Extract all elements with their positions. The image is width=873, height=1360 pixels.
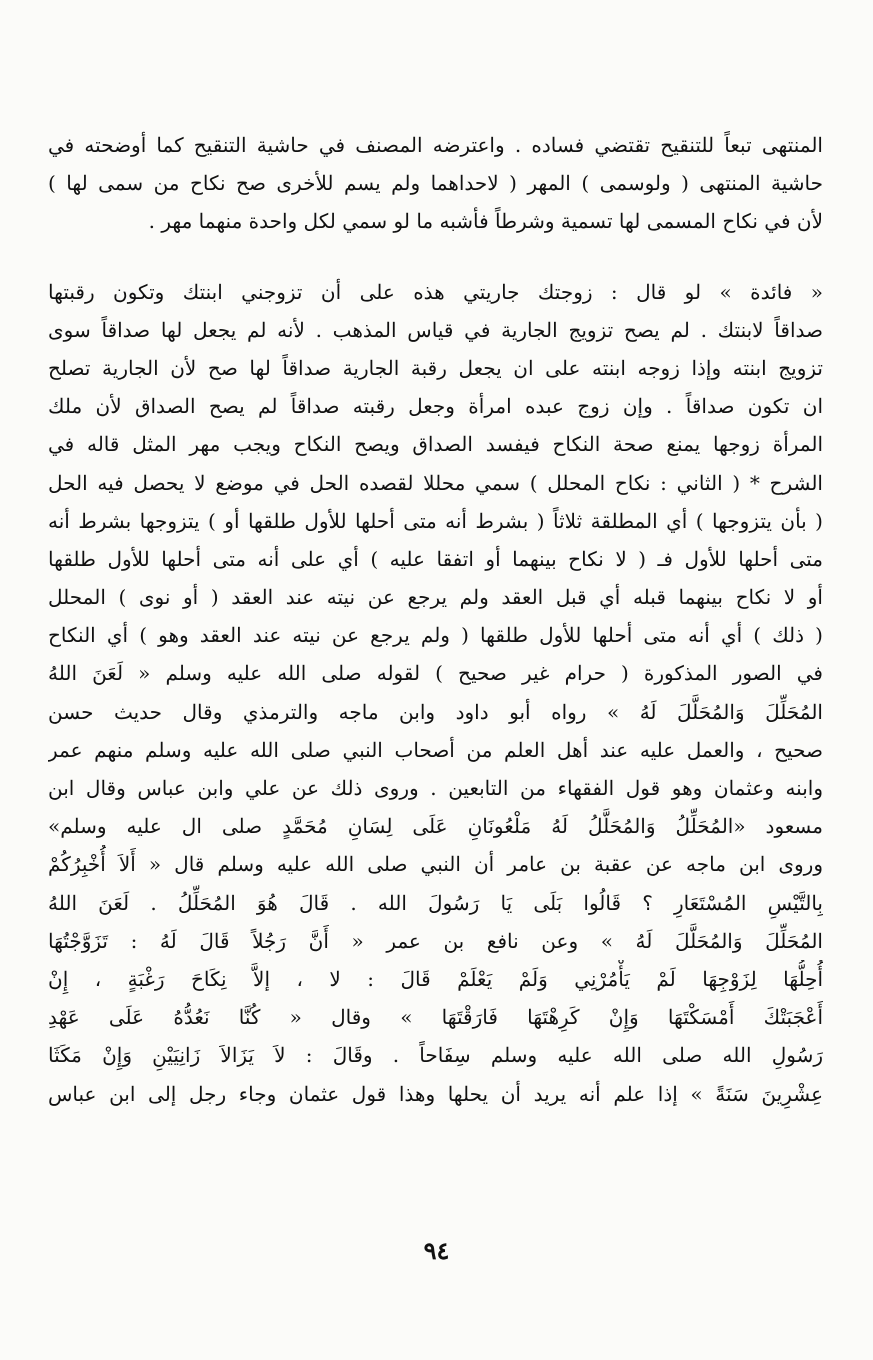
text-line: رَسُولِ الله صلى الله عليه وسلم سِفَاحاً . وقَالَ : لاَ يَزَالاَ زَانِيَيْنِ وَإِنْ مَكَثَا <box>48 1043 823 1068</box>
text-line: أَعْجَبَتْكَ أَمْسَكْتَهَا وَإِنْ كَرِهْتَهَا فَارَقْتَهَا » وقال « كُنَّا نَعُدُّهُ عَلَى عَهْدِ <box>48 1005 823 1030</box>
text-line: تزويج ابنته وإذا زوجه ابنته على ان يجعل رقبة الجارية صداقاً لها صح لأن الجارية تصلح <box>48 355 823 380</box>
paragraph <box>48 273 823 1113</box>
text-line: أُحِلُّهَا لِزَوْجِهَا لَمْ يَأْمُرْنِي وَلَمْ يَعْلَمْ قَالَ : لا ، إلاَّ نِكَاحَ رَغْبَةٍ ، إِنْ <box>48 966 823 991</box>
text-line: حاشية المنتهى ( ولوسمى ) المهر ( لاحداهما ولم يسم للأخرى صح نكاح من سمى لها ) <box>48 171 823 196</box>
text-line: وروى ابن ماجه عن عقبة بن عامر أن النبي صلى الله عليه وسلم قال « أَلاَ أُخْبِرُكُمْ <box>48 852 823 877</box>
text-line: ( ذلك ) أي أنه متى أحلها للأول طلقها ( ولم يرجع عن نيته عند العقد وهو ) أي النكاح <box>48 623 823 648</box>
text-line: المُحَلِّلَ وَالمُحَلَّلَ لَهُ » رواه أبو داود وابن ماجه والترمذي وقال حديث حسن <box>48 699 823 724</box>
text-line: المرأة زوجها يمنع صحة النكاح فيفسد الصداق ويصح النكاح ويجب مهر المثل قاله في <box>48 432 823 457</box>
page-number: ٩٤ <box>423 1236 450 1265</box>
text-line: ( بأن يتزوجها ) أي المطلقة ثلاثاً ( بشرط أنه متى أحلها للأول طلقها أو ) يتزوجها بشرط أنه <box>48 508 823 533</box>
text-line: صحيح ، والعمل عليه عند أهل العلم من أصحاب النبي صلى الله عليه وسلم منهم عمر <box>48 737 823 762</box>
text-line: وابنه وعثمان وهو قول الفقهاء من التابعين . وروى ذلك عن علي وابن عباس وقال ابن <box>48 776 823 800</box>
text-line: بِالتَّيْسِ المُسْتَعَارِ ؟ قَالُوا بَلَى يَا رَسُولَ الله . قَالَ هُوَ المُحَلِّلُ . لَعَنَ اللهُ <box>48 890 823 915</box>
text-line: الشرح * ( الثاني : نكاح المحلل ) سمي محللا لقصده الحل في موضع لا يحصل فيه الحل <box>48 470 823 495</box>
text-line: لأن في نكاح المسمى لها تسمية وشرطاً فأشبه ما لو سمي لكل واحدة منهما مهر . <box>148 209 823 234</box>
paragraph-gap <box>48 241 823 273</box>
text-line: ان تكون صداقاً . وإن زوج عبده امرأة وجعل رقبته صداقاً لم يصح الصداق لأن ملك <box>48 394 823 419</box>
text-line: المُحَلِّلَ وَالمُحَلَّلَ لَهُ » وعن نافع بن عمر « أَنَّ رَجُلاً قَالَ لَهُ : تَزَوَّجْتُهَا <box>48 928 823 953</box>
page-body-text <box>48 126 823 1113</box>
text-line: أو لا نكاح بينهما قبله أي قبل العقد ولم يرجع عن نيته عند العقد ( أو نوى ) المحلل <box>48 585 823 610</box>
text-line: المنتهى تبعاً للتنقيح تقتضي فساده . واعترضه المصنف في حاشية التنقيح كما أوضحته في <box>48 133 823 157</box>
text-line: في الصور المذكورة ( حرام غير صحيح ) لقوله صلى الله عليه وسلم « لَعَنَ اللهُ <box>48 661 823 686</box>
text-line: متى أحلها للأول فـ ( لا نكاح بينهما أو اتفقا عليه ) أي على أنه متى أحلها للأول طلقها <box>48 546 823 571</box>
text-line: مسعود «المُحَلِّلُ وَالمُحَلَّلُ لَهُ مَلْعُونَانِ عَلَى لِسَانِ مُحَمَّدٍ صلى ال عليه وسلم» <box>48 814 823 839</box>
text-line: صداقاً لابنتك . لم يصح تزويج الجارية في قياس المذهب . لأنه لم يجعل لها صداقاً سوى <box>48 317 823 342</box>
text-line: « فائدة » لو قال : زوجتك جاريتي هذه على أن تزوجني ابنتك وتكون رقبتها <box>48 279 823 304</box>
paragraph <box>48 126 823 241</box>
text-line: عِشْرِينَ سَنَةً » إذا علم أنه يريد أن يحلها وهذا قول عثمان وجاء رجل إلى ابن عباس <box>48 1081 823 1106</box>
